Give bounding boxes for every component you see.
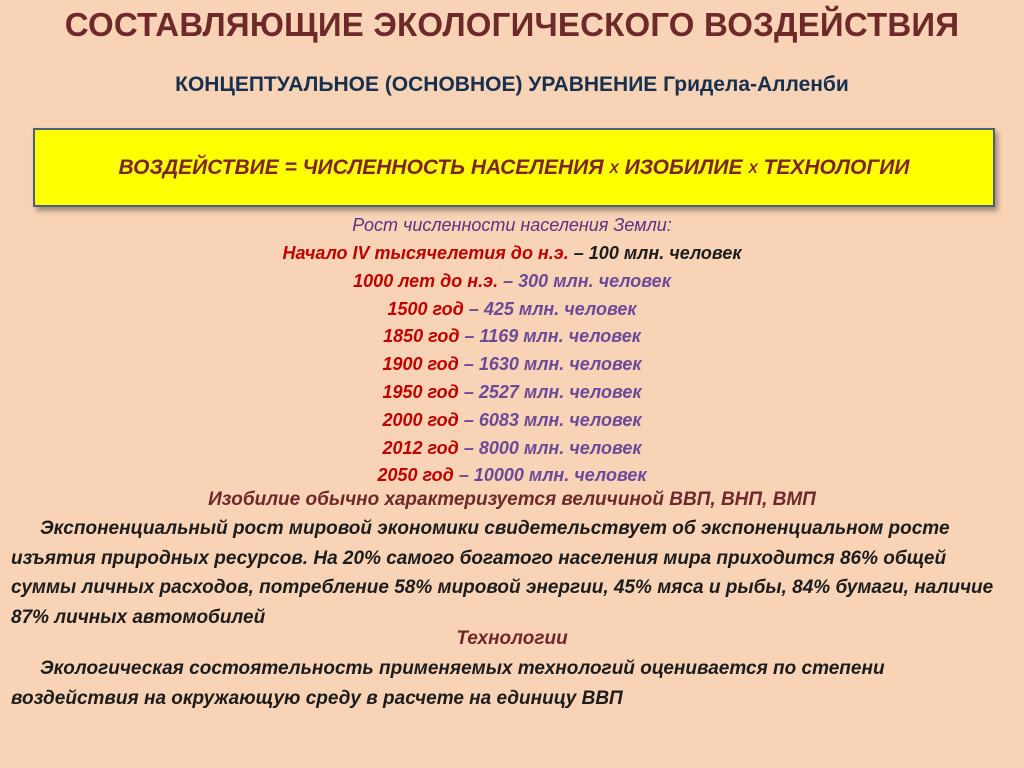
population-period: Начало IV тысячелетия до н.э. [282,243,569,263]
population-dash: – [463,381,474,402]
population-period: 1500 год [387,298,464,319]
population-period: 1850 год [383,326,460,347]
population-value: 8000 млн. человек [478,437,642,458]
population-dash: – [463,409,474,430]
population-dash: – [458,465,469,486]
equation-part-abundance: ИЗОБИЛИЕ [624,155,743,179]
population-value: 1169 млн. человек [479,326,641,347]
population-period: 1000 лет до н.э. [353,270,499,291]
population-dash: – [463,354,474,375]
population-value: 2527 млн. человек [478,381,642,402]
population-period: 1900 год [382,354,459,375]
abundance-heading: Изобилие обычно характеризуется величиной ВВП, ВНП, ВМП [208,489,816,510]
population-value: 10000 млн. человек [473,465,647,486]
population-list [0,240,1024,490]
equation-part-technology: ТЕХНОЛОГИИ [763,155,910,179]
population-row [0,407,1024,435]
population-dash: – [468,298,479,319]
population-dash: – [503,270,514,291]
equation-part-impact-population: ВОЗДЕЙСТВИЕ = ЧИСЛЕННОСТЬ НАСЕЛЕНИЯ [118,155,604,179]
technology-paragraph: Экологическая состоятельность применяемых технологий оценивается по степени воздействия на окружающую среду в расчете на единицу ВВП [11,658,885,709]
population-value: 6083 млн. человек [478,409,642,430]
population-row [0,435,1024,463]
slide-title: СОСТАВЛЯЮЩИЕ ЭКОЛОГИЧЕСКОГО ВОЗДЕЙСТВИЯ [64,6,960,43]
population-period: 2012 год [382,437,459,458]
population-row [0,296,1024,324]
population-row [0,351,1024,379]
equation-box [33,128,995,207]
population-value: 300 млн. человек [518,270,671,291]
population-value: 425 млн. человек [483,298,637,319]
population-period: 2050 год [377,465,454,486]
population-dash: – [464,326,475,347]
population-value: 100 млн. человек [588,243,742,263]
technology-heading: Технологии [456,628,568,649]
population-dash: – [573,243,584,263]
population-row [0,268,1024,296]
population-period: 1950 год [382,381,459,402]
population-period: 2000 год [382,409,459,430]
equation-multiply-2: Х [748,159,758,176]
slide-subtitle: КОНЦЕПТУАЛЬНОЕ (ОСНОВНОЕ) УРАВНЕНИЕ Гридела-Алленби [175,73,849,96]
equation-multiply-1: Х [609,159,619,176]
population-row [0,462,1024,490]
population-row [0,379,1024,407]
population-row [0,323,1024,351]
population-value: 1630 млн. человек [478,354,642,375]
population-heading: Рост численности населения Земли: [352,215,672,235]
population-dash: – [463,437,474,458]
population-row [0,240,1024,268]
abundance-paragraph: Экспоненциальный рост мировой экономики свидетельствует об экспоненциальном росте изъятия природных ресурсов. На 20% самого богатого населения мира приходится 86% общей суммы личных расходов, потребление 58% мировой энергии, 45% мяса и рыбы, 84% бумаги, наличие 87% личных автомобилей [11,518,994,628]
